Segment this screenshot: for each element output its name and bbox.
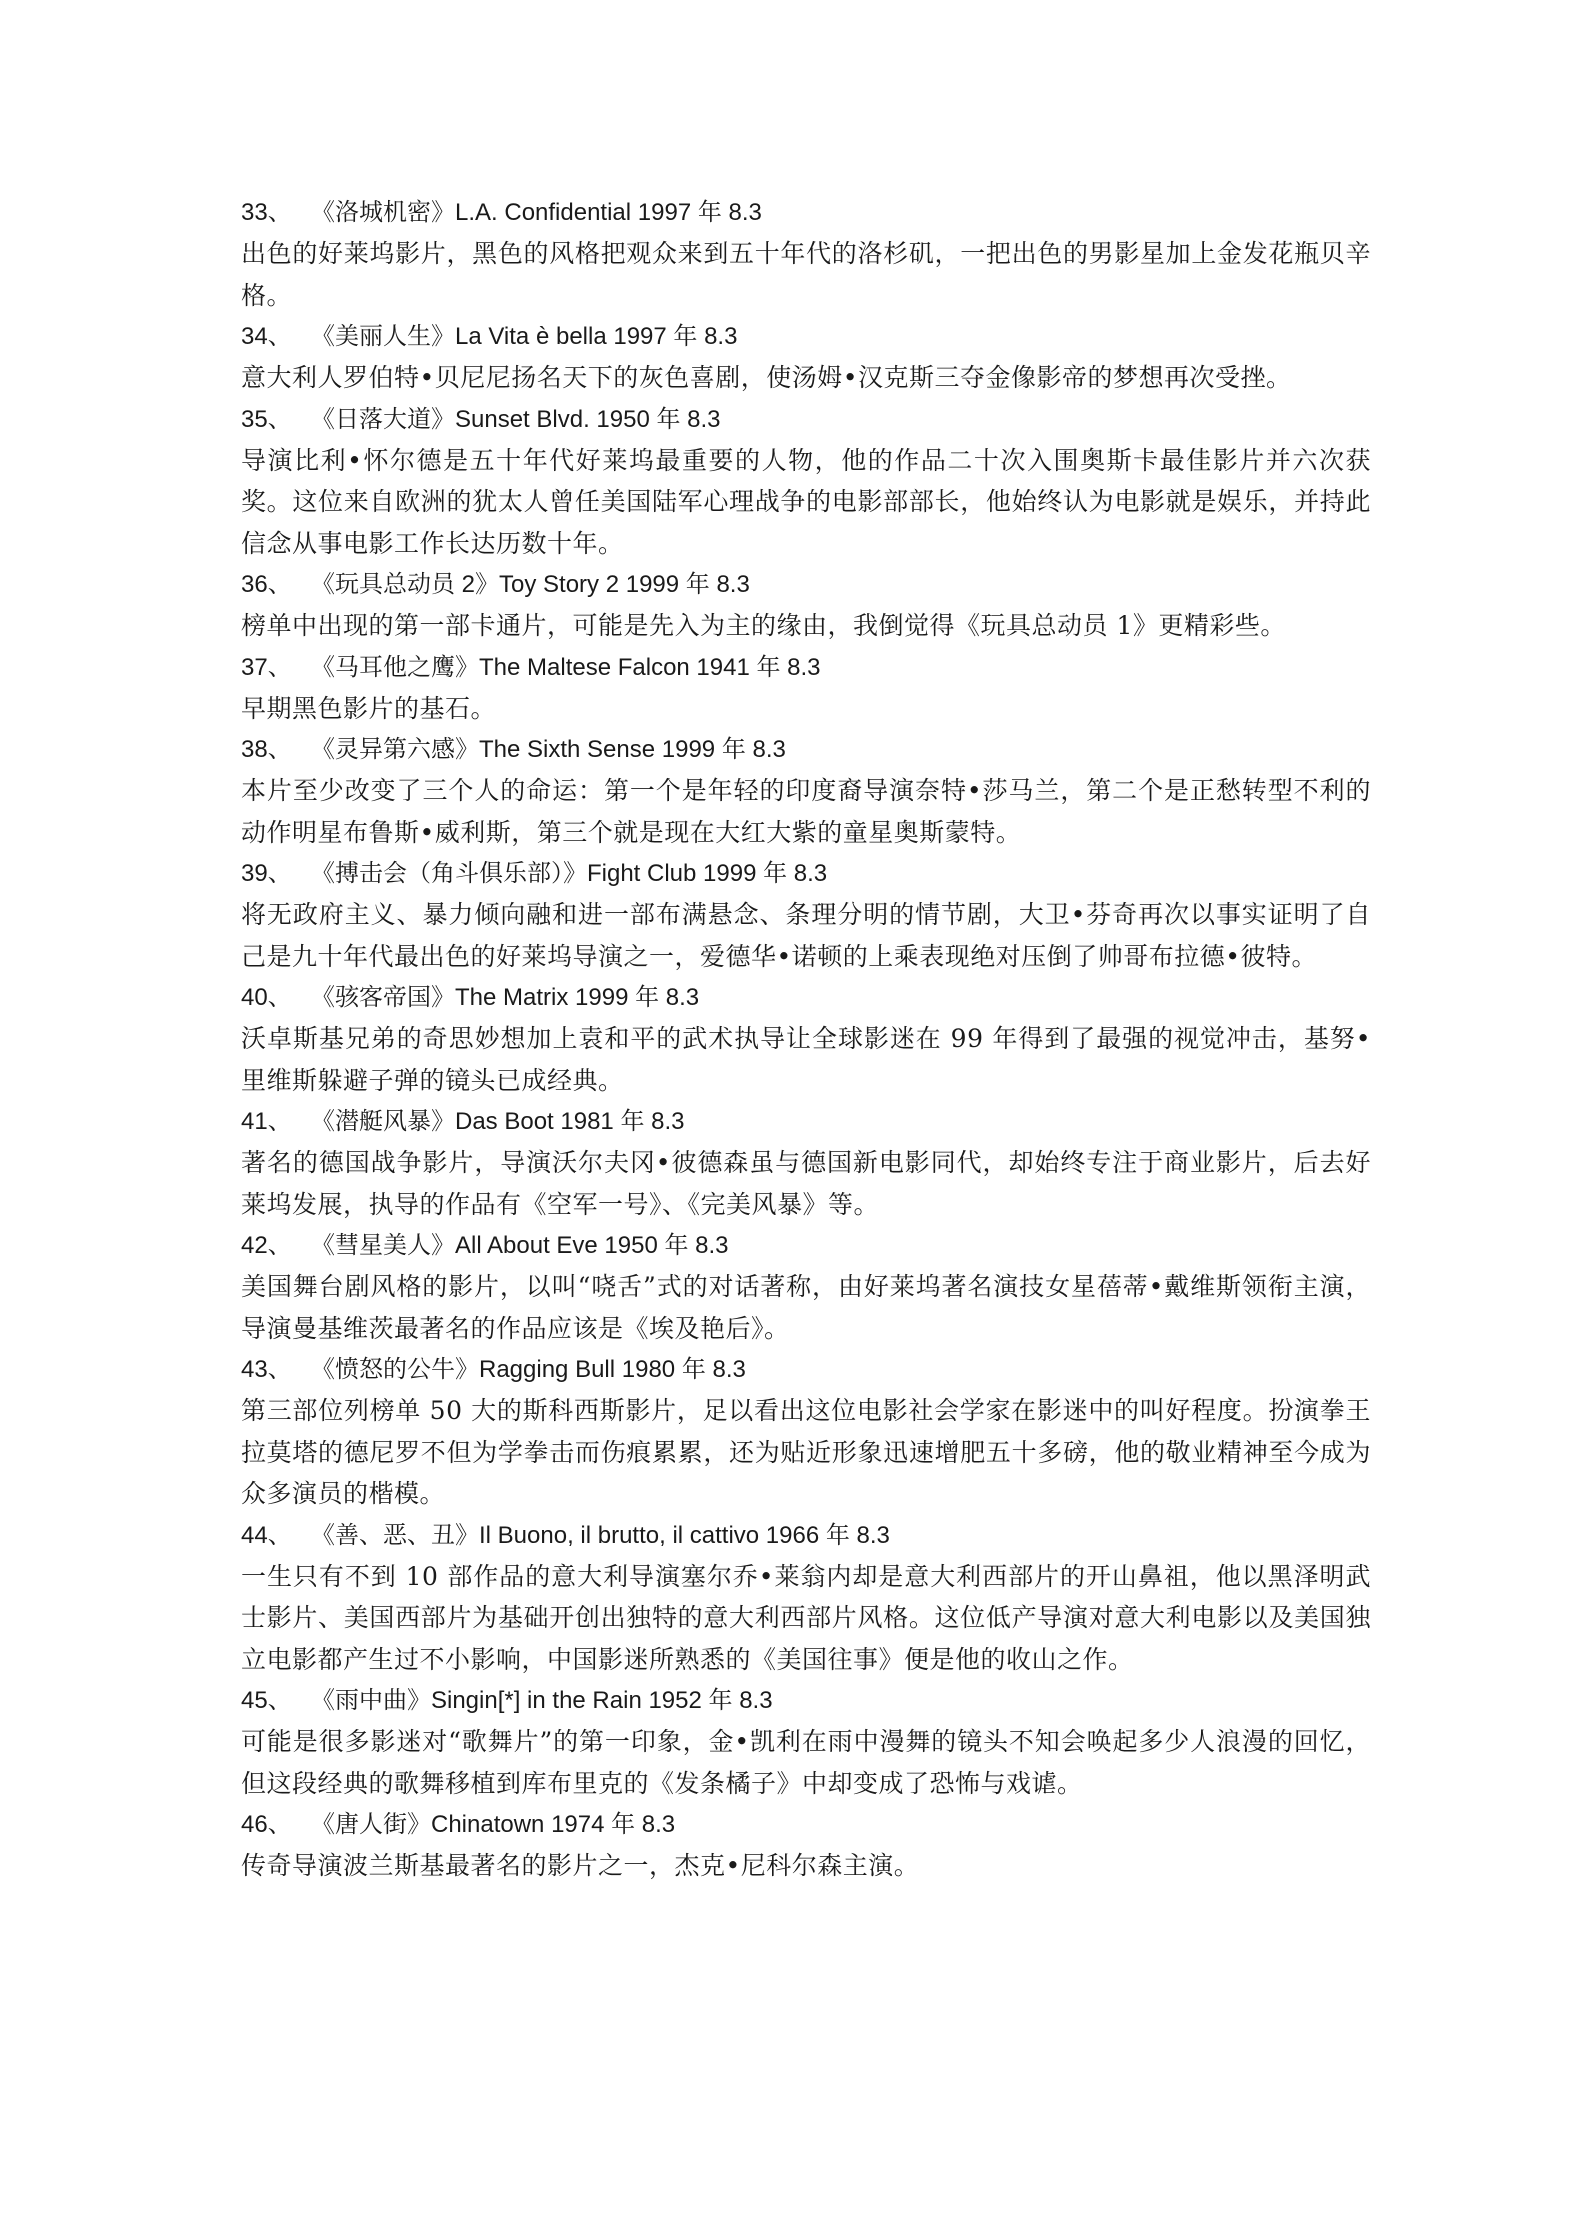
- list-item: [241, 399, 1371, 565]
- entry-heading: [241, 729, 1371, 770]
- list-item: [241, 647, 1371, 730]
- list-item: [241, 977, 1371, 1101]
- entry-number: 36、: [241, 571, 292, 598]
- entry-number: 40、: [241, 984, 292, 1011]
- list-item: [241, 1680, 1371, 1804]
- entry-number: 38、: [241, 736, 292, 763]
- entry-heading: [241, 1680, 1371, 1721]
- entry-description: 意大利人罗伯特•贝尼尼扬名天下的灰色喜剧，使汤姆•汉克斯三夺金像影帝的梦想再次受挫。: [241, 363, 1292, 392]
- list-item: [241, 316, 1371, 399]
- entry-description: 著名的德国战争影片，导演沃尔夫冈•彼德森虽与德国新电影同代，却始终专注于商业影片，后去好莱坞发展，执导的作品有《空军一号》、《完美风暴》等。: [241, 1148, 1371, 1219]
- entry-description: 出色的好莱坞影片，黑色的风格把观众来到五十年代的洛杉矶，一把出色的男影星加上金发花瓶贝辛格。: [241, 239, 1371, 310]
- entry-heading: [241, 977, 1371, 1018]
- entry-title: 《日落大道》Sunset Blvd. 1950 年 8.3: [311, 405, 721, 433]
- entry-description: 榜单中出现的第一部卡通片，可能是先入为主的缘由，我倒觉得《玩具总动员 1》更精彩些。: [241, 611, 1286, 640]
- entry-title: 《骇客帝国》The Matrix 1999 年 8.3: [311, 984, 700, 1011]
- list-item: [241, 853, 1371, 977]
- list-item: [241, 1349, 1371, 1515]
- entry-number: 43、: [241, 1356, 292, 1383]
- entry-description: 导演比利•怀尔德是五十年代好莱坞最重要的人物，他的作品二十次入围奥斯卡最佳影片并六次获奖。这位来自欧洲的犹太人曾任美国陆军心理战争的电影部部长，他始终认为电影就是娱乐，并持此信念从事电影工作长达历数十年。: [241, 445, 1371, 558]
- entry-heading: [241, 564, 1371, 605]
- entry-title: 《潜艇风暴》Das Boot 1981 年 8.3: [311, 1108, 685, 1135]
- entry-number: 33、: [241, 199, 292, 226]
- entry-number: 45、: [241, 1687, 292, 1714]
- entry-heading: [241, 192, 1371, 233]
- entry-description: 早期黑色影片的基石。: [241, 693, 497, 723]
- entry-heading: [241, 1515, 1371, 1556]
- entry-description: 可能是很多影迷对“歌舞片”的第一印象，金•凯利在雨中漫舞的镜头不知会唤起多少人浪漫的回忆，但这段经典的歌舞移植到库布里克的《发条橘子》中却变成了恐怖与戏谑。: [241, 1727, 1371, 1798]
- entry-title: 《唐人街》Chinatown 1974 年 8.3: [311, 1811, 676, 1838]
- entry-number: 37、: [241, 653, 292, 681]
- list-item: [241, 192, 1371, 316]
- entry-heading: [241, 316, 1371, 357]
- entry-description: 美国舞台剧风格的影片，以叫“哓舌”式的对话著称，由好莱坞著名演技女星蓓蒂•戴维斯领衔主演，导演曼基维茨最著名的作品应该是《埃及艳后》。: [241, 1272, 1371, 1343]
- entry-heading: [241, 1101, 1371, 1142]
- entry-description: 本片至少改变了三个人的命运：第一个是年轻的印度裔导演奈特•莎马兰，第二个是正愁转型不利的动作明星布鲁斯•威利斯，第三个就是现在大红大紫的童星奥斯蒙特。: [241, 776, 1371, 847]
- entry-title: 《搏击会（角斗俱乐部）》Fight Club 1999 年 8.3: [311, 860, 828, 887]
- entry-heading: [241, 399, 1371, 440]
- entry-heading: [241, 1804, 1371, 1845]
- entry-title: 《愤怒的公牛》Ragging Bull 1980 年 8.3: [311, 1356, 746, 1383]
- entry-description: 沃卓斯基兄弟的奇思妙想加上袁和平的武术执导让全球影迷在 99 年得到了最强的视觉冲击，基努•里维斯躲避子弹的镜头已成经典。: [241, 1024, 1371, 1095]
- entry-title: 《雨中曲》Singin[*] in the Rain 1952 年 8.3: [311, 1687, 773, 1714]
- entry-number: 46、: [241, 1811, 292, 1838]
- entry-description: 一生只有不到 10 部作品的意大利导演塞尔乔•莱翁内却是意大利西部片的开山鼻祖，他以黑泽明武士影片、美国西部片为基础开创出独特的意大利西部片风格。这位低产导演对意大利电影以及美国独立电影都产生过不小影响，中国影迷所熟悉的《美国往事》便是他的收山之作。: [241, 1561, 1371, 1674]
- entry-number: 42、: [241, 1232, 292, 1259]
- entry-heading: [241, 1349, 1371, 1390]
- entry-number: 39、: [241, 860, 292, 887]
- entry-title: 《灵异第六感》The Sixth Sense 1999 年 8.3: [311, 736, 786, 763]
- list-item: [241, 1101, 1371, 1225]
- entry-description: 将无政府主义、暴力倾向融和进一部布满悬念、条理分明的情节剧，大卫•芬奇再次以事实证明了自己是九十年代最出色的好莱坞导演之一，爱德华•诺顿的上乘表现绝对压倒了帅哥布拉德•彼特。: [241, 900, 1371, 971]
- entry-title: 《玩具总动员 2》Toy Story 2 1999 年 8.3: [311, 571, 750, 598]
- list-item: [241, 564, 1371, 647]
- entry-title: 《善、恶、丑》Il Buono, il brutto, il cattivo 1966 年 8.3: [311, 1521, 890, 1549]
- entry-heading: [241, 853, 1371, 894]
- entry-title: 《马耳他之鹰》The Maltese Falcon 1941 年 8.3: [311, 653, 821, 681]
- entry-title: 《彗星美人》All About Eve 1950 年 8.3: [311, 1232, 729, 1259]
- list-item: [241, 1515, 1371, 1681]
- document-page: [241, 192, 1371, 1887]
- entry-title: 《美丽人生》La Vita è bella 1997 年 8.3: [311, 323, 738, 350]
- entry-description: 传奇导演波兰斯基最著名的影片之一，杰克•尼科尔森主演。: [241, 1851, 920, 1880]
- entry-number: 41、: [241, 1108, 292, 1135]
- entry-number: 34、: [241, 323, 292, 350]
- entry-heading: [241, 1225, 1371, 1266]
- entry-number: 35、: [241, 405, 292, 433]
- list-item: [241, 1225, 1371, 1349]
- entry-heading: [241, 647, 1371, 688]
- list-item: [241, 1804, 1371, 1887]
- entry-description: 第三部位列榜单 50 大的斯科西斯影片，足以看出这位电影社会学家在影迷中的叫好程度。扮演拳王拉莫塔的德尼罗不但为学拳击而伤痕累累，还为贴近形象迅速增肥五十多磅，他的敬业精神至今成为众多演员的楷模。: [241, 1396, 1371, 1508]
- entry-number: 44、: [241, 1521, 292, 1549]
- entry-title: 《洛城机密》L.A. Confidential 1997 年 8.3: [311, 199, 762, 226]
- list-item: [241, 729, 1371, 853]
